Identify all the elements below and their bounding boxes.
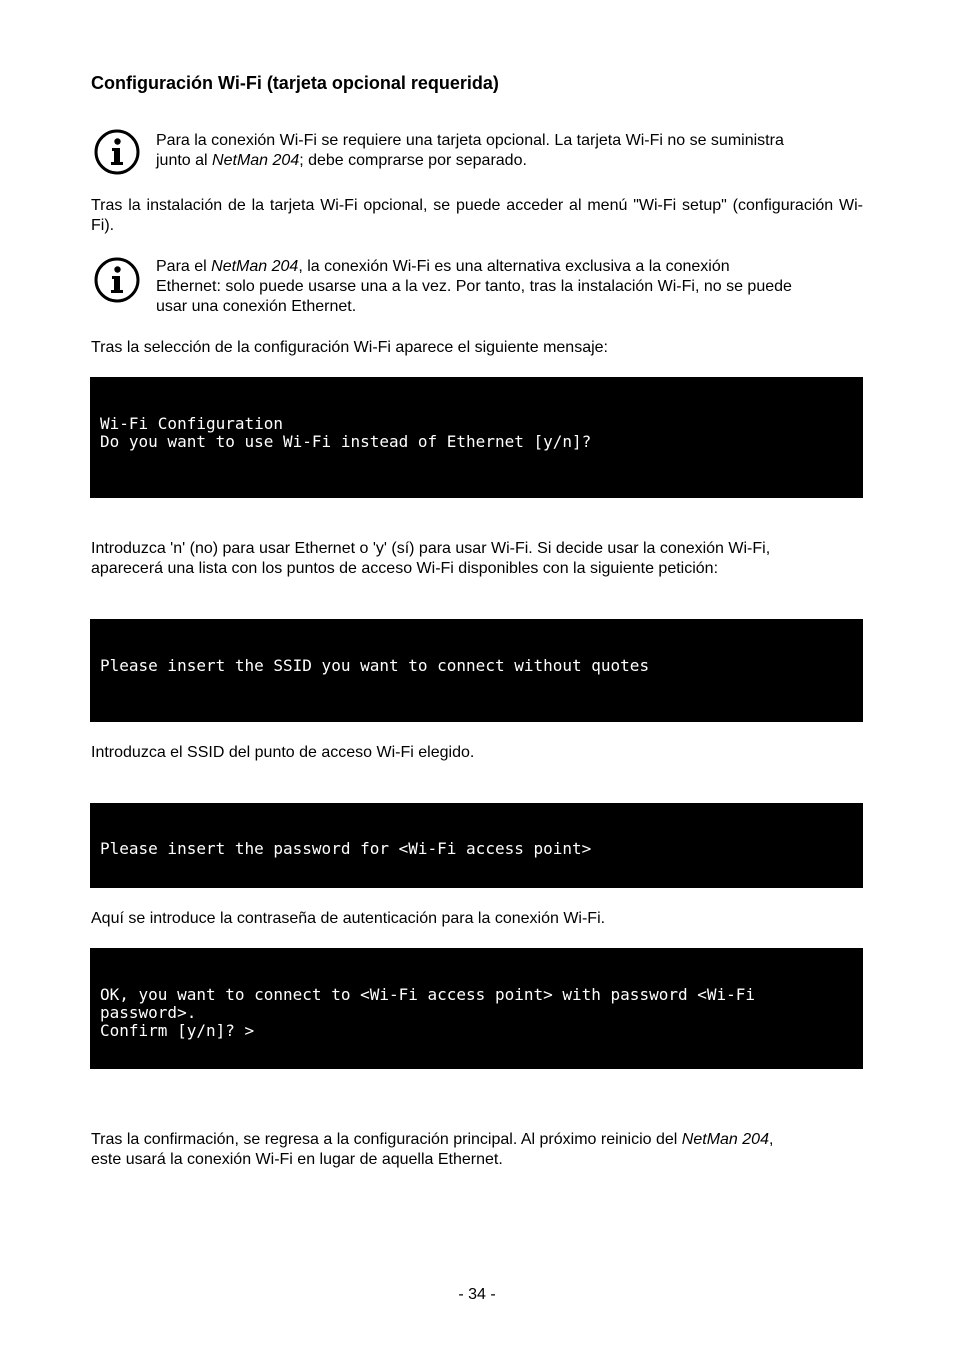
terminal-block-ssid-prompt (90, 619, 863, 722)
note-line: Para el NetMan 204, la conexión Wi-Fi es una alternativa exclusiva a la conexión (156, 258, 730, 275)
note-line: Ethernet: solo puede usarse una a la vez. Por tanto, tras la instalación Wi-Fi, no se puede (156, 278, 792, 295)
note-line: junto al NetMan 204; debe comprarse por separado. (156, 152, 527, 169)
terminal-line: Please insert the SSID you want to connect without quotes (100, 656, 650, 675)
paragraph-selection-message: Tras la selección de la configuración Wi-Fi aparece el siguiente mensaje: (91, 339, 608, 356)
paragraph-line: aparecerá una lista con los puntos de acceso Wi-Fi disponibles con la siguiente petición: (91, 560, 719, 577)
paragraph-line: este usará la conexión Wi-Fi en lugar de aquella Ethernet. (91, 1151, 503, 1168)
terminal-block-confirm-prompt (90, 948, 863, 1069)
product-name: NetMan 204 (211, 258, 299, 275)
terminal-line: password>. (100, 1003, 197, 1022)
info-note-exclusive-connection (156, 257, 863, 317)
product-name: NetMan 204 (212, 152, 300, 169)
terminal-block-wifi-configuration (90, 377, 863, 498)
paragraph-wifi-setup-menu: Tras la instalación de la tarjeta Wi-Fi opcional, se puede acceder al menú "Wi-Fi setup" (configuración Wi-Fi). (91, 197, 863, 234)
terminal-line: Do you want to use Wi-Fi instead of Ethernet [y/n]? (100, 432, 592, 451)
paragraph-line: Tras la confirmación, se regresa a la configuración principal. Al próximo reinicio del NetMan 204, (91, 1131, 774, 1148)
terminal-line: OK, you want to connect to <Wi-Fi access point> with password <Wi-Fi (100, 985, 756, 1004)
paragraph-choose-connection (91, 539, 863, 579)
terminal-block-password-prompt (90, 803, 863, 888)
info-note-optional-card (156, 131, 863, 171)
terminal-line: Please insert the password for <Wi-Fi access point> (100, 839, 592, 858)
page-number: - 34 - (458, 1286, 496, 1303)
paragraph-enter-password: Aquí se introduce la contraseña de autenticación para la conexión Wi-Fi. (91, 910, 606, 927)
terminal-line: Wi-Fi Configuration (100, 414, 284, 433)
info-icon (94, 257, 140, 303)
section-heading: Configuración Wi-Fi (tarjeta opcional requerida) (91, 73, 499, 93)
terminal-line: Confirm [y/n]? > (100, 1021, 255, 1040)
product-name: NetMan 204 (681, 1131, 769, 1148)
paragraph-line: Introduzca 'n' (no) para usar Ethernet o 'y' (sí) para usar Wi-Fi. Si decide usar la conexión Wi-Fi, (91, 540, 771, 557)
note-line: usar una conexión Ethernet. (156, 298, 357, 315)
note-line: Para la conexión Wi-Fi se requiere una tarjeta opcional. La tarjeta Wi-Fi no se suministra (156, 132, 784, 149)
info-icon (94, 129, 140, 175)
paragraph-after-confirmation (91, 1130, 863, 1170)
paragraph-enter-ssid: Introduzca el SSID del punto de acceso Wi-Fi elegido. (91, 744, 475, 761)
